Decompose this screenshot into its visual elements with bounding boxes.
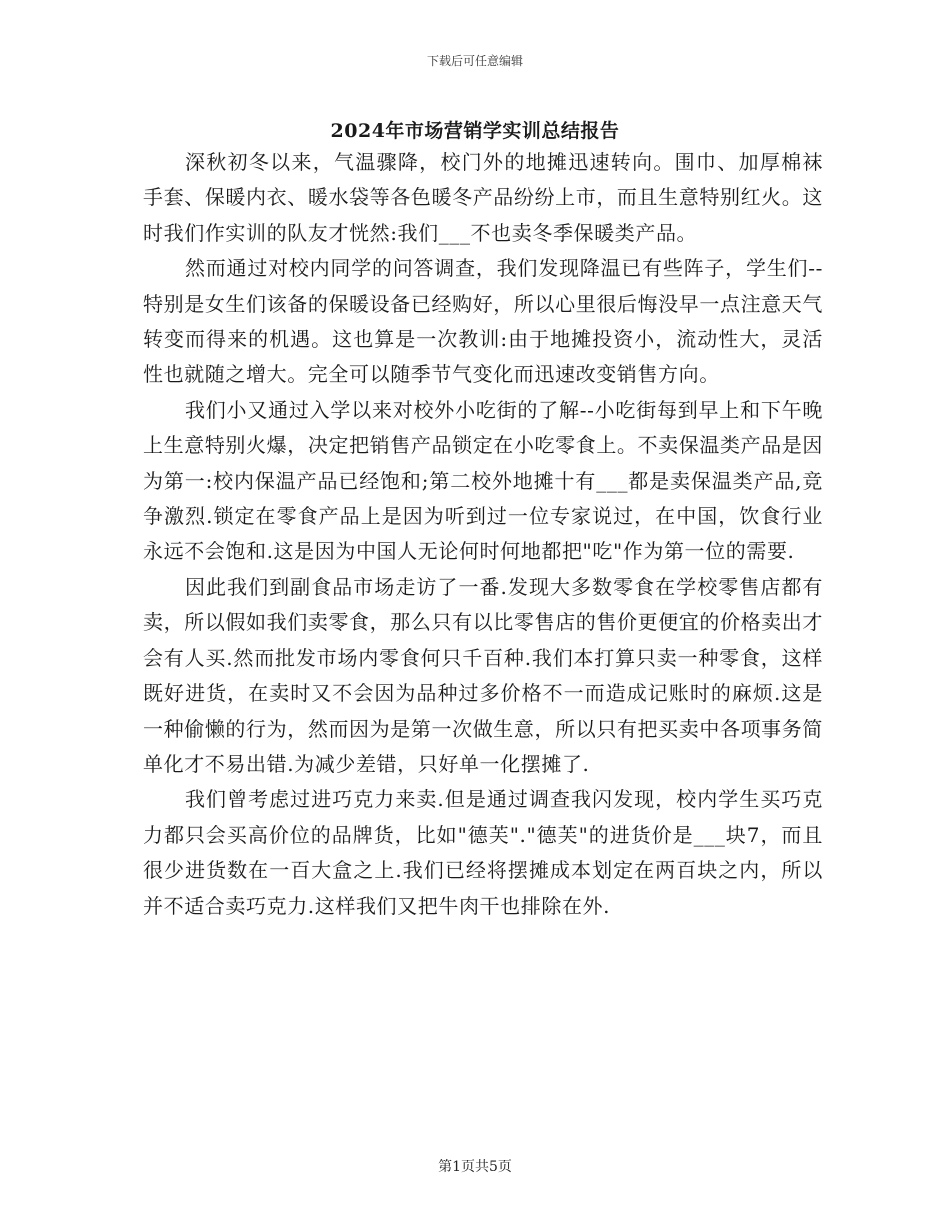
document-title: 2024年市场营销学实训总结报告 — [330, 120, 620, 142]
page-number-footer: 第1页共5页 — [438, 1159, 512, 1175]
paragraph-5: 我们曾考虑过进巧克力来卖.但是通过调查我闪发现，校内学生买巧克力都只会买高价位的品牌货，比如"德芙"."德芙"的进货价是___块7，而且很少进货数在一百大盒之上.我们已经将摆摊成本划定在两百块之内，所以并不适合卖巧克力.这样我们又把牛肉干也排除在外. — [143, 787, 823, 918]
page-header-note: 下载后可任意编辑 — [426, 54, 523, 68]
paragraph-2: 然而通过对校内同学的问答调查，我们发现降温已有些阵子，学生们--特别是女生们该备的保暖设备已经购好，所以心里很后悔没早一点注意天气转变而得来的机遇。这也算是一次教训:由于地摊投资小，流动性大，灵活性也就随之增大。完全可以随季节气变化而迅速改变销售方向。 — [143, 256, 823, 387]
paragraph-3: 我们小又通过入学以来对校外小吃街的了解--小吃街每到早上和下午晚上生意特别火爆，决定把销售产品锁定在小吃零食上。不卖保温类产品是因为第一:校内保温产品已经饱和;第二校外地摊十有___都是卖保温类产品,竞争激烈.锁定在零食产品上是因为听到过一位专家说过，在中国，饮食行业永远不会饱和.这是因为中国人无论何时何地都把"吃"作为第一位的需要. — [143, 397, 823, 564]
document-body — [143, 145, 823, 924]
paragraph-1: 深秋初冬以来，气温骤降，校门外的地摊迅速转向。围巾、加厚棉袜手套、保暖内衣、暖水袋等各色暖冬产品纷纷上市，而且生意特别红火。这时我们作实训的队友才恍然:我们___不也卖冬季保暖类产品。 — [143, 150, 823, 245]
paragraph-4: 因此我们到副食品市场走访了一番.发现大多数零食在学校零售店都有卖，所以假如我们卖零食，那么只有以比零售店的售价更便宜的价格卖出才会有人买.然而批发市场内零食何只千百种.我们本打算只卖一种零食，这样既好进货，在卖时又不会因为品种过多价格不一而造成记账时的麻烦.这是一种偷懒的行为，然而因为是第一次做生意，所以只有把买卖中各项事务简单化才不易出错.为减少差错，只好单一化摆摊了. — [143, 574, 823, 776]
